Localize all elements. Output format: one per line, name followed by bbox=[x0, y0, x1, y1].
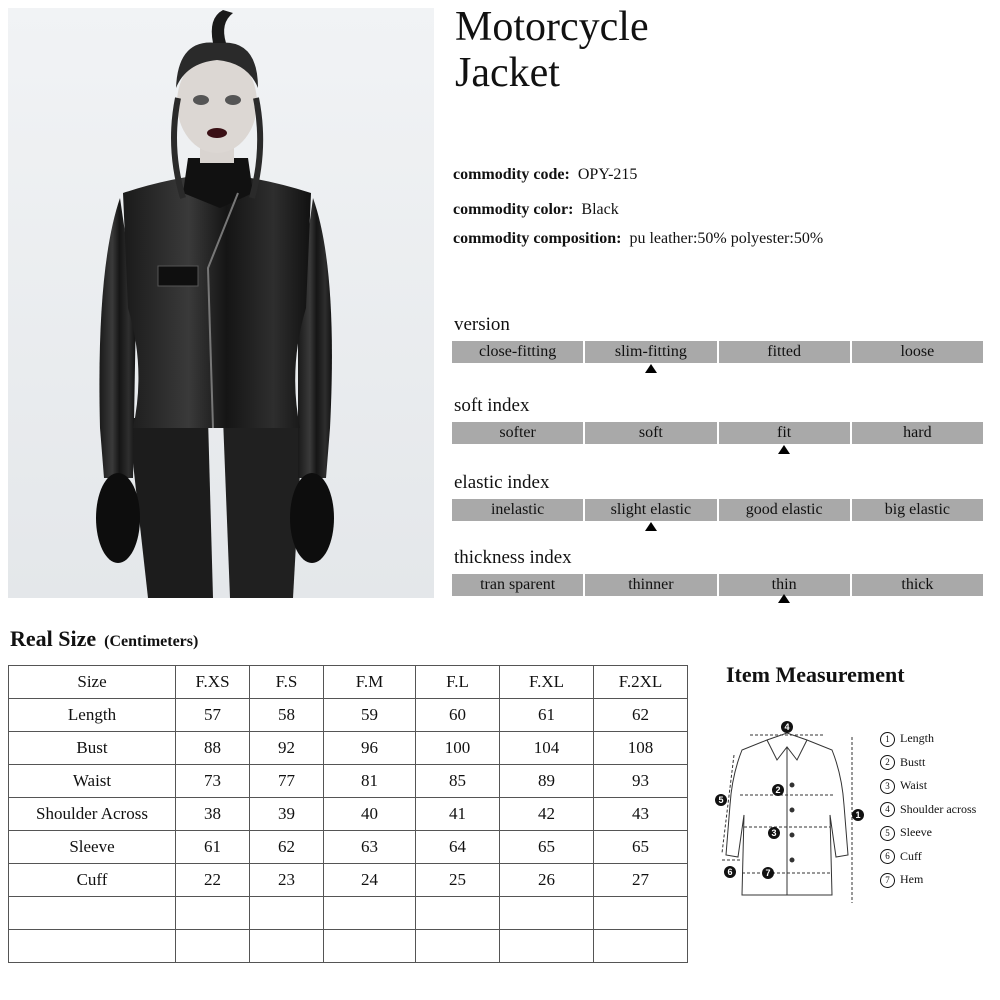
soft-index-label: soft index bbox=[454, 395, 530, 416]
legend-label: Sleeve bbox=[900, 825, 932, 839]
size-table-cell bbox=[324, 897, 416, 930]
elastic-index-option: inelastic bbox=[452, 499, 583, 521]
version-option: slim-fitting bbox=[585, 341, 716, 363]
size-table-header-cell: F.XL bbox=[500, 666, 594, 699]
legend-label: Cuff bbox=[900, 848, 922, 863]
thickness-index-option: tran sparent bbox=[452, 574, 583, 596]
size-table-cell: 108 bbox=[594, 732, 688, 765]
size-table-cell: 25 bbox=[416, 864, 500, 897]
size-table-row-label: Waist bbox=[9, 765, 176, 798]
size-table-cell: 81 bbox=[324, 765, 416, 798]
size-table-cell: 96 bbox=[324, 732, 416, 765]
size-table-row-label: Sleeve bbox=[9, 831, 176, 864]
real-size-unit: (Centimeters) bbox=[104, 633, 199, 650]
size-table-cell: 100 bbox=[416, 732, 500, 765]
title-line-2: Jacket bbox=[455, 50, 560, 96]
size-table-cell bbox=[250, 897, 324, 930]
legend-number: 5 bbox=[880, 826, 895, 841]
size-table-header-cell: F.XS bbox=[176, 666, 250, 699]
size-table-cell: 65 bbox=[500, 831, 594, 864]
size-table-row bbox=[9, 798, 688, 831]
thickness-index-label: thickness index bbox=[454, 547, 572, 568]
size-table-cell: 26 bbox=[500, 864, 594, 897]
size-table-row-label: Shoulder Across bbox=[9, 798, 176, 831]
size-table-row bbox=[9, 732, 688, 765]
legend-item bbox=[880, 798, 976, 822]
title-line-1: Motorcycle bbox=[455, 4, 649, 50]
version-label: version bbox=[454, 314, 510, 335]
soft-index-scale bbox=[452, 422, 983, 444]
size-table-cell: 65 bbox=[594, 831, 688, 864]
legend-number: 6 bbox=[880, 849, 895, 864]
size-table-cell: 24 bbox=[324, 864, 416, 897]
legend-label: Shoulder across bbox=[900, 801, 977, 816]
size-table-cell: 61 bbox=[500, 699, 594, 732]
size-table-header-cell: F.2XL bbox=[594, 666, 688, 699]
commodity-code-label: commodity code: bbox=[453, 166, 570, 183]
legend-item bbox=[880, 751, 976, 775]
svg-text:1: 1 bbox=[855, 810, 861, 820]
size-table-cell bbox=[500, 930, 594, 963]
size-table-cell: 62 bbox=[250, 831, 324, 864]
size-table-cell: 61 bbox=[176, 831, 250, 864]
soft-index-marker bbox=[778, 445, 790, 454]
size-table-header bbox=[9, 666, 688, 699]
size-table-cell: 57 bbox=[176, 699, 250, 732]
size-table-cell: 42 bbox=[500, 798, 594, 831]
svg-text:6: 6 bbox=[727, 867, 733, 877]
real-size-title: Real Size bbox=[10, 626, 97, 651]
size-table-cell: 104 bbox=[500, 732, 594, 765]
size-table-row bbox=[9, 864, 688, 897]
legend-item bbox=[880, 868, 976, 892]
size-table-cell: 40 bbox=[324, 798, 416, 831]
legend-label: Waist bbox=[900, 778, 928, 792]
legend-label: Hem bbox=[900, 872, 924, 886]
legend-number: 2 bbox=[880, 755, 895, 770]
legend-number: 1 bbox=[880, 732, 895, 747]
size-table-header-cell: Size bbox=[9, 666, 176, 699]
size-table-cell bbox=[176, 897, 250, 930]
size-table-row-label: Length bbox=[9, 699, 176, 732]
commodity-code-value: OPY-215 bbox=[577, 166, 638, 183]
model-figure bbox=[8, 8, 434, 598]
size-table-row bbox=[9, 699, 688, 732]
legend-number: 7 bbox=[880, 873, 895, 888]
size-table-cell: 38 bbox=[176, 798, 250, 831]
legend-item bbox=[880, 821, 976, 845]
size-table-cell: 93 bbox=[594, 765, 688, 798]
legend-label: Bustt bbox=[900, 754, 926, 769]
size-table-cell: 73 bbox=[176, 765, 250, 798]
real-size-heading bbox=[10, 626, 198, 652]
size-table-cell: 39 bbox=[250, 798, 324, 831]
size-table-row-label bbox=[9, 930, 176, 963]
item-measurement-title: Item Measurement bbox=[726, 662, 905, 687]
thickness-index-scale bbox=[452, 574, 983, 596]
elastic-index-scale bbox=[452, 499, 983, 521]
version-option: loose bbox=[852, 341, 983, 363]
commodity-composition bbox=[453, 230, 823, 248]
size-table-cell: 63 bbox=[324, 831, 416, 864]
thickness-index-marker bbox=[778, 594, 790, 603]
size-table-cell bbox=[176, 930, 250, 963]
size-table-cell: 88 bbox=[176, 732, 250, 765]
version-option: close-fitting bbox=[452, 341, 583, 363]
size-table-header-cell: F.S bbox=[250, 666, 324, 699]
thickness-index-option: thinner bbox=[585, 574, 716, 596]
size-table-cell: 43 bbox=[594, 798, 688, 831]
size-table-cell bbox=[594, 930, 688, 963]
legend-item bbox=[880, 727, 976, 751]
version-option: fitted bbox=[719, 341, 850, 363]
soft-index-option: softer bbox=[452, 422, 583, 444]
size-table-row-label: Cuff bbox=[9, 864, 176, 897]
legend-item bbox=[880, 774, 976, 798]
size-table-cell bbox=[416, 897, 500, 930]
soft-index-option: hard bbox=[852, 422, 983, 444]
size-table-cell: 64 bbox=[416, 831, 500, 864]
size-table-cell: 92 bbox=[250, 732, 324, 765]
size-table-row bbox=[9, 831, 688, 864]
commodity-composition-value: pu leather:50% polyester:50% bbox=[629, 230, 824, 247]
svg-text:2: 2 bbox=[775, 785, 781, 795]
soft-index-option: fit bbox=[719, 422, 850, 444]
size-table-row-label bbox=[9, 897, 176, 930]
size-table-cell: 62 bbox=[594, 699, 688, 732]
size-table-cell: 89 bbox=[500, 765, 594, 798]
size-table-row bbox=[9, 930, 688, 963]
legend-number: 3 bbox=[880, 779, 895, 794]
size-table-cell: 41 bbox=[416, 798, 500, 831]
size-table-cell: 22 bbox=[176, 864, 250, 897]
svg-text:4: 4 bbox=[784, 722, 790, 732]
elastic-index-option: slight elastic bbox=[585, 499, 716, 521]
size-table-cell: 23 bbox=[250, 864, 324, 897]
commodity-color-label: commodity color: bbox=[453, 201, 574, 218]
thickness-index-option: thick bbox=[852, 574, 983, 596]
size-table bbox=[8, 665, 688, 963]
svg-text:5: 5 bbox=[718, 795, 724, 805]
svg-text:7: 7 bbox=[765, 868, 771, 878]
measurement-legend bbox=[880, 727, 976, 892]
legend-label: Length bbox=[900, 731, 934, 745]
commodity-composition-label: commodity composition: bbox=[453, 230, 622, 247]
elastic-index-label: elastic index bbox=[454, 472, 550, 493]
version-scale bbox=[452, 341, 983, 363]
soft-index-option: soft bbox=[585, 422, 716, 444]
size-table-cell: 60 bbox=[416, 699, 500, 732]
size-table-cell: 77 bbox=[250, 765, 324, 798]
thickness-index-option: thin bbox=[719, 574, 850, 596]
size-table-row-label: Bust bbox=[9, 732, 176, 765]
size-table-cell bbox=[416, 930, 500, 963]
size-table-cell: 85 bbox=[416, 765, 500, 798]
size-table-cell: 27 bbox=[594, 864, 688, 897]
jacket-measurement-diagram bbox=[712, 715, 872, 915]
size-table-header-cell: F.L bbox=[416, 666, 500, 699]
legend-number: 4 bbox=[880, 802, 895, 817]
size-table-row bbox=[9, 897, 688, 930]
size-table-cell: 59 bbox=[324, 699, 416, 732]
size-table-row bbox=[9, 765, 688, 798]
size-table-cell bbox=[250, 930, 324, 963]
version-marker bbox=[645, 364, 657, 373]
elastic-index-option: big elastic bbox=[852, 499, 983, 521]
commodity-color bbox=[453, 201, 619, 219]
svg-text:3: 3 bbox=[771, 828, 777, 838]
elastic-index-marker bbox=[645, 522, 657, 531]
size-table-cell bbox=[324, 930, 416, 963]
legend-item bbox=[880, 845, 976, 869]
elastic-index-option: good elastic bbox=[719, 499, 850, 521]
product-title bbox=[455, 4, 649, 96]
size-table-cell bbox=[500, 897, 594, 930]
size-table-cell bbox=[594, 897, 688, 930]
commodity-color-value: Black bbox=[581, 201, 619, 218]
commodity-code bbox=[453, 166, 637, 184]
size-table-header-cell: F.M bbox=[324, 666, 416, 699]
product-photo bbox=[8, 8, 434, 598]
size-table-cell: 58 bbox=[250, 699, 324, 732]
